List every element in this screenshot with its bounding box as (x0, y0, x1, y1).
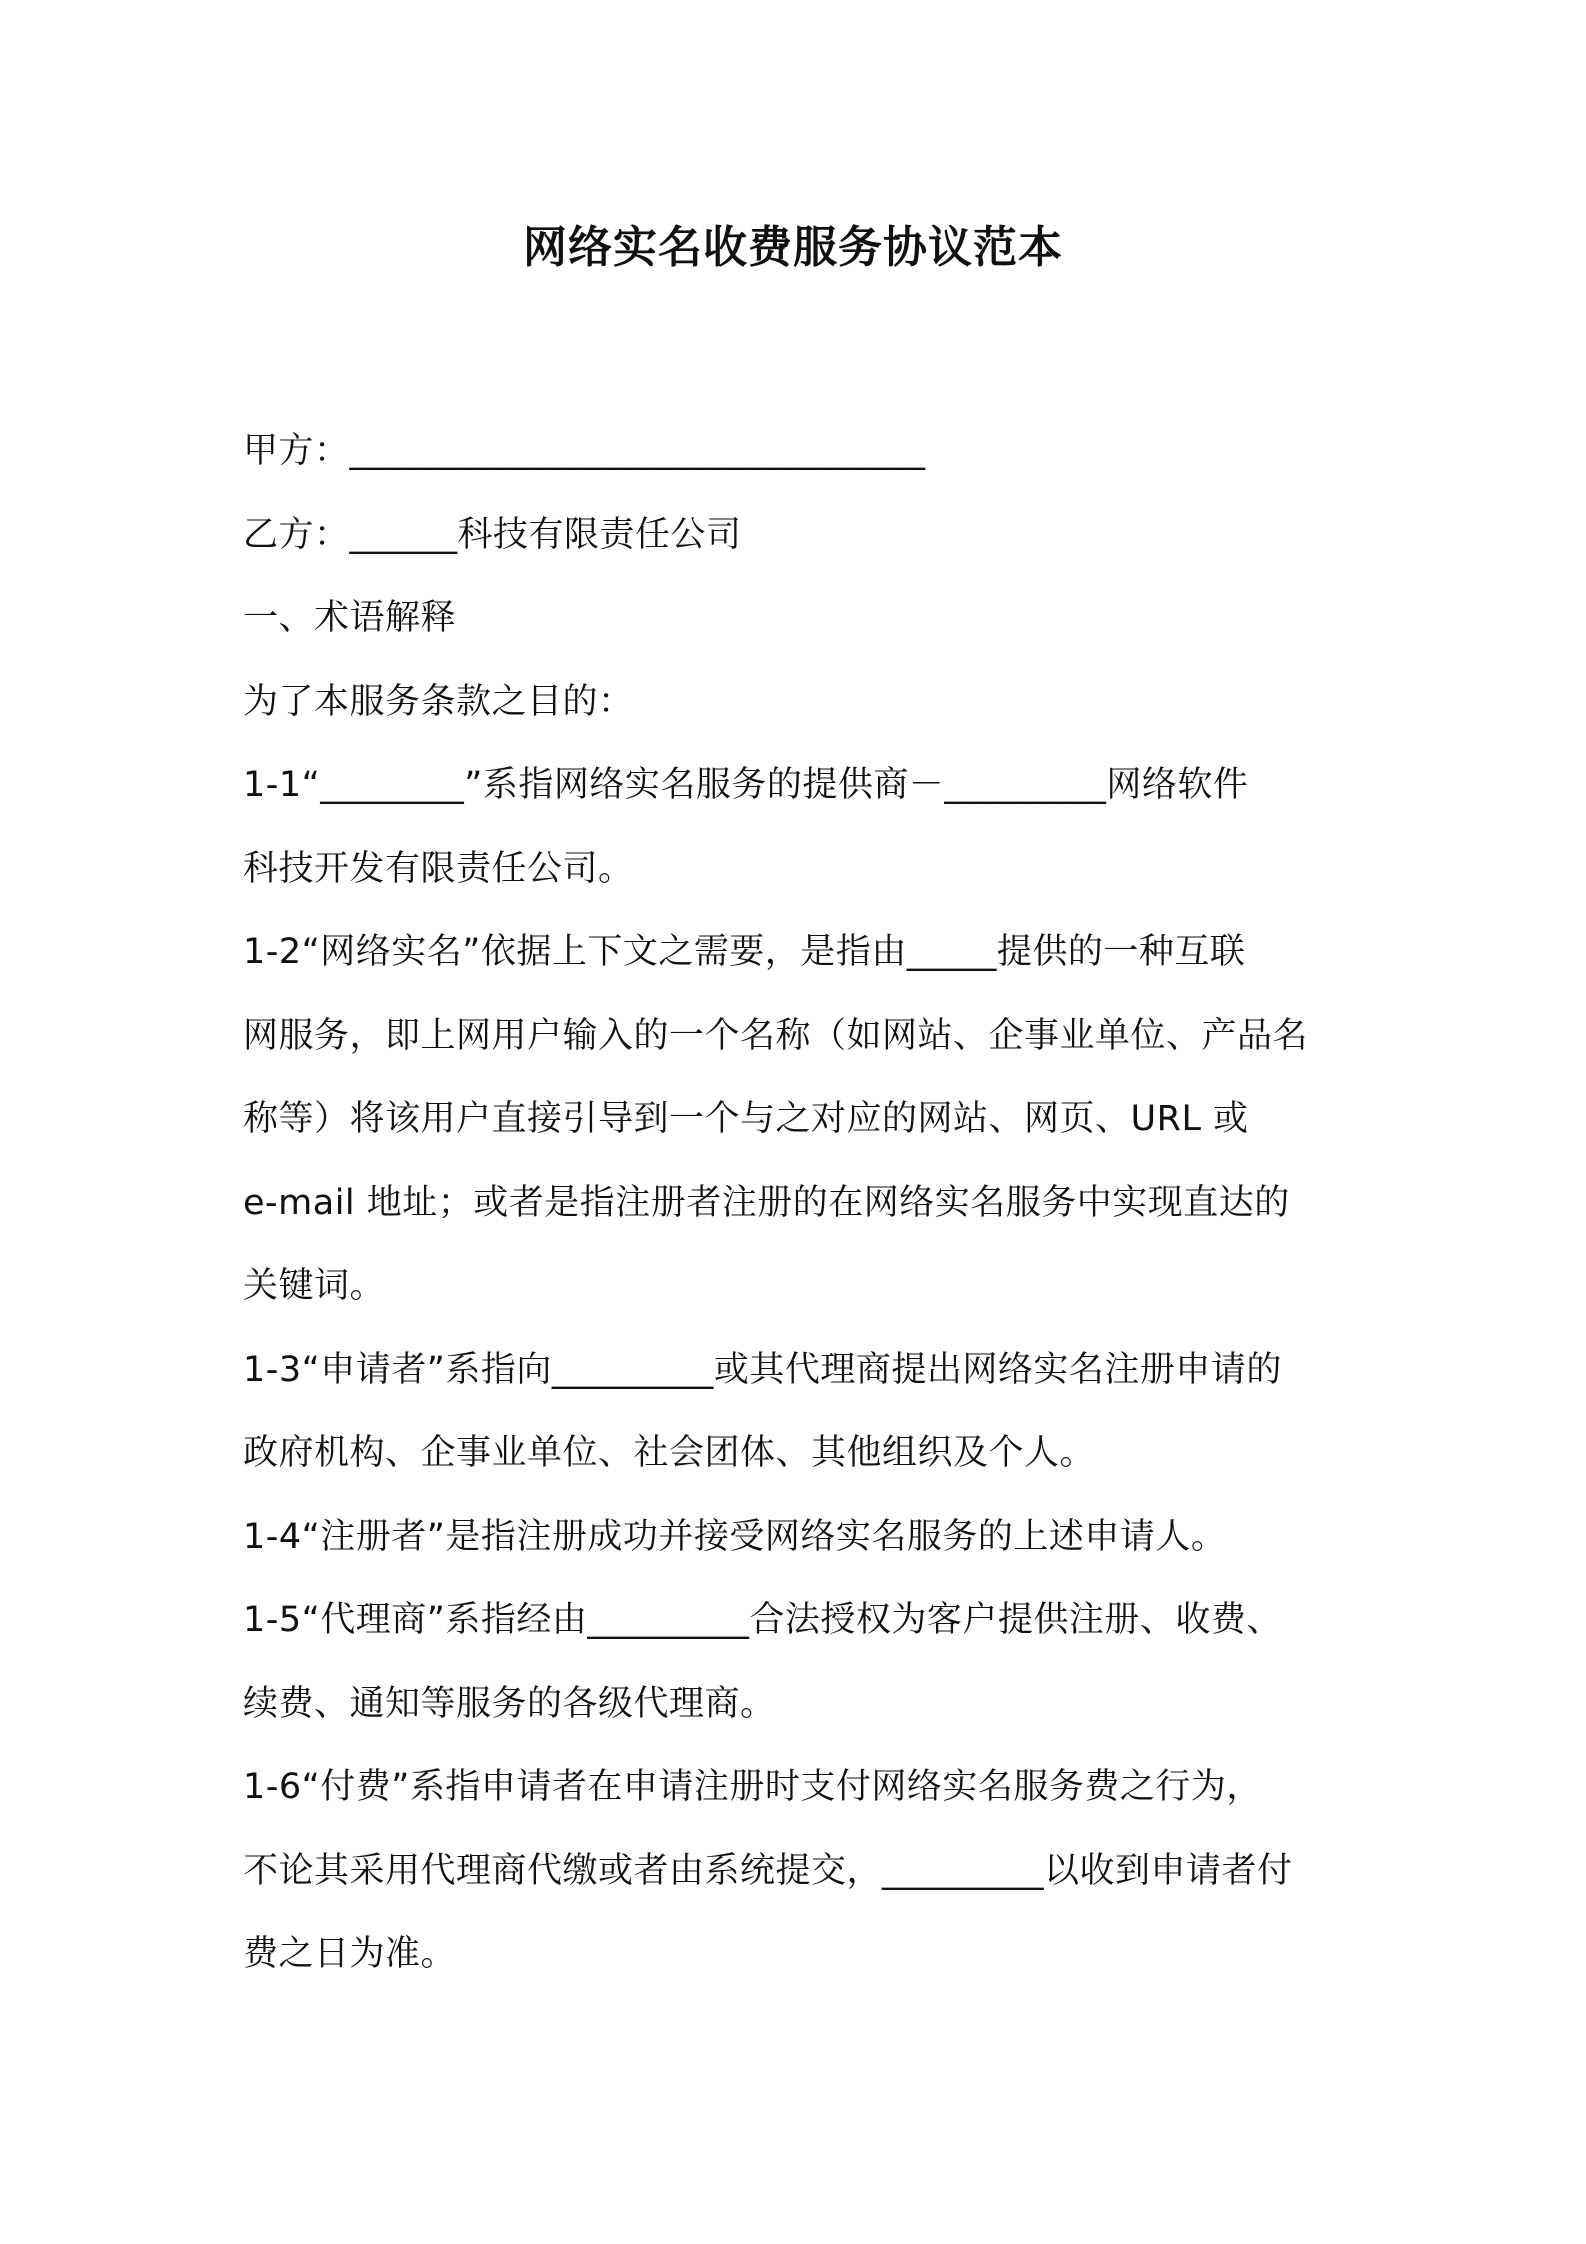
party-b-line: 乙方：______科技有限责任公司 (243, 514, 742, 555)
document-title: 网络实名收费服务协议范本 (523, 222, 1063, 273)
clause-1-1-line: 1-1“________”系指网络实名服务的提供商－_________网络软件 (243, 765, 1249, 805)
body-line: 为了本服务条款之目的： (243, 681, 634, 722)
document-body (243, 410, 1353, 1997)
clause-1-3-line: 1-3“申请者”系指向_________或其代理商提出网络实名注册申请的 (243, 1349, 1282, 1390)
body-line: 称等）将该用户直接引导到一个与之对应的网站、网页、URL 或 (243, 1099, 1249, 1139)
clause-1-4-line: 1-4“注册者”是指注册成功并接受网络实名服务的上述申请人。 (243, 1516, 1227, 1557)
body-line: 网服务，即上网用户输入的一个名称（如网站、企事业单位、产品名 (243, 1015, 1309, 1056)
body-line: 政府机构、企事业单位、社会团体、其他组织及个人。 (243, 1433, 1096, 1473)
clause-1-2-line: 1-2“网络实名”依据上下文之需要，是指由_____提供的一种互联 (243, 932, 1246, 972)
body-line: 不论其采用代理商代缴或者由系统提交，_________以收到申请者付 (243, 1850, 1293, 1891)
body-line: 续费、通知等服务的各级代理商。 (243, 1683, 776, 1724)
clause-1-6-line: 1-6“付费”系指申请者在申请注册时支付网络实名服务费之行为， (243, 1767, 1262, 1807)
body-line: 关键词。 (243, 1266, 386, 1306)
body-line: 费之日为准。 (243, 1934, 457, 1974)
section-heading: 一、术语解释 (243, 598, 457, 638)
party-a-line: 甲方：________________________________ (243, 431, 926, 471)
clause-1-5-line: 1-5“代理商”系指经由_________合法授权为客户提供注册、收费、 (243, 1600, 1282, 1640)
body-line: 科技开发有限责任公司。 (243, 848, 634, 889)
body-line: e-mail 地址；或者是指注册者注册的在网络实名服务中实现直达的 (243, 1182, 1290, 1223)
